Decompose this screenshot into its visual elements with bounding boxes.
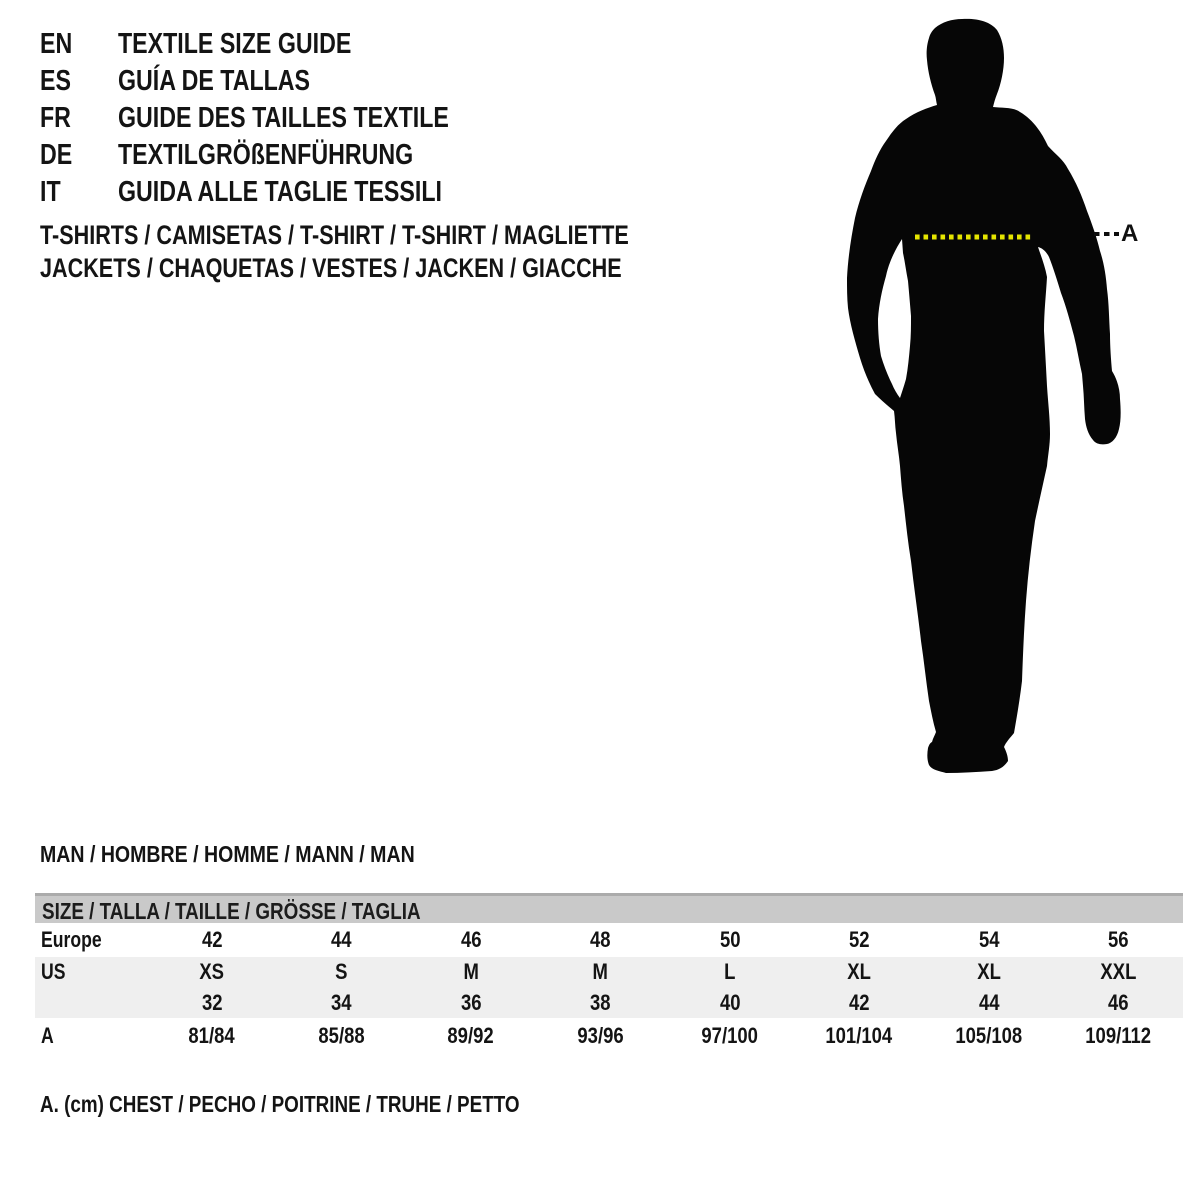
table-cell: 50 xyxy=(719,927,741,952)
table-row-numeric xyxy=(35,987,1183,1018)
language-code: IT xyxy=(40,176,61,208)
table-cell: 44 xyxy=(330,927,352,952)
size-table-header-label: SIZE / TALLA / TAILLE / GRÖSSE / TAGLIA xyxy=(42,898,421,924)
table-cell: 101/104 xyxy=(825,1023,893,1048)
table-cell: 56 xyxy=(1107,927,1129,952)
guide-title: GUIDA ALLE TAGLIE TESSILI xyxy=(118,176,442,208)
language-row-it xyxy=(40,174,532,211)
language-row-es xyxy=(40,63,532,100)
table-cell: 48 xyxy=(589,927,611,952)
table-cell: XS xyxy=(199,959,225,984)
table-cell: XL xyxy=(976,959,1001,984)
language-code: FR xyxy=(40,102,71,134)
guide-title: TEXTILGRÖßENFÜHRUNG xyxy=(118,139,414,171)
measurement-label-a: A xyxy=(1121,220,1139,247)
table-cell: 81/84 xyxy=(188,1023,235,1048)
table-cell: XXL xyxy=(1100,959,1137,984)
guide-title: GUIDE DES TAILLES TEXTILE xyxy=(118,102,449,134)
table-cell: 46 xyxy=(460,927,482,952)
language-code: EN xyxy=(40,28,73,60)
table-cell: XL xyxy=(847,959,872,984)
table-cell: 105/108 xyxy=(955,1023,1023,1048)
man-silhouette xyxy=(820,0,1200,800)
table-cell: 109/112 xyxy=(1085,1023,1152,1048)
table-cell: L xyxy=(724,959,736,984)
language-code: ES xyxy=(40,65,71,97)
language-row-de xyxy=(40,137,532,174)
measurement-footnote: A. (cm) CHEST / PECHO / POITRINE / TRUHE / PETTO xyxy=(40,1091,520,1117)
guide-title: GUÍA DE TALLAS xyxy=(118,65,311,97)
table-row-chest-a xyxy=(35,1018,1183,1053)
category-line-jackets: JACKETS / CHAQUETAS / VESTES / JACKEN / GIACCHE xyxy=(40,253,622,283)
table-cell: 38 xyxy=(589,990,611,1015)
category-line-tshirts: T-SHIRTS / CAMISETAS / T-SHIRT / T-SHIRT / MAGLIETTE xyxy=(40,220,629,250)
language-row-fr xyxy=(40,100,532,137)
table-cell: 42 xyxy=(848,990,870,1015)
table-cell: M xyxy=(592,959,608,984)
table-cell: M xyxy=(463,959,479,984)
category-list xyxy=(40,219,776,285)
gender-heading: MAN / HOMBRE / HOMME / MANN / MAN xyxy=(40,841,415,867)
table-cell: 32 xyxy=(201,990,223,1015)
table-cell: 89/92 xyxy=(447,1023,494,1048)
size-table-header-row xyxy=(35,893,1183,923)
row-label: A xyxy=(41,1023,54,1048)
language-row-en xyxy=(40,26,532,63)
table-cell: 93/96 xyxy=(577,1023,624,1048)
guide-title: TEXTILE SIZE GUIDE xyxy=(118,28,352,60)
table-row-us xyxy=(35,957,1183,987)
table-row-europe xyxy=(35,923,1183,957)
table-cell: 97/100 xyxy=(701,1023,759,1048)
table-cell: 42 xyxy=(201,927,223,952)
language-title-list xyxy=(40,26,532,211)
table-cell: 40 xyxy=(719,990,741,1015)
row-label: US xyxy=(41,959,66,984)
man-silhouette-body xyxy=(847,19,1121,773)
table-cell: S xyxy=(335,959,348,984)
size-table xyxy=(35,893,1183,1053)
table-cell: 34 xyxy=(330,990,352,1015)
table-cell: 54 xyxy=(978,927,1000,952)
table-cell: 46 xyxy=(1107,990,1129,1015)
language-code: DE xyxy=(40,139,73,171)
table-cell: 36 xyxy=(460,990,482,1015)
table-cell: 44 xyxy=(978,990,1000,1015)
table-cell: 85/88 xyxy=(318,1023,365,1048)
table-cell: 52 xyxy=(848,927,870,952)
row-label: Europe xyxy=(41,927,102,952)
